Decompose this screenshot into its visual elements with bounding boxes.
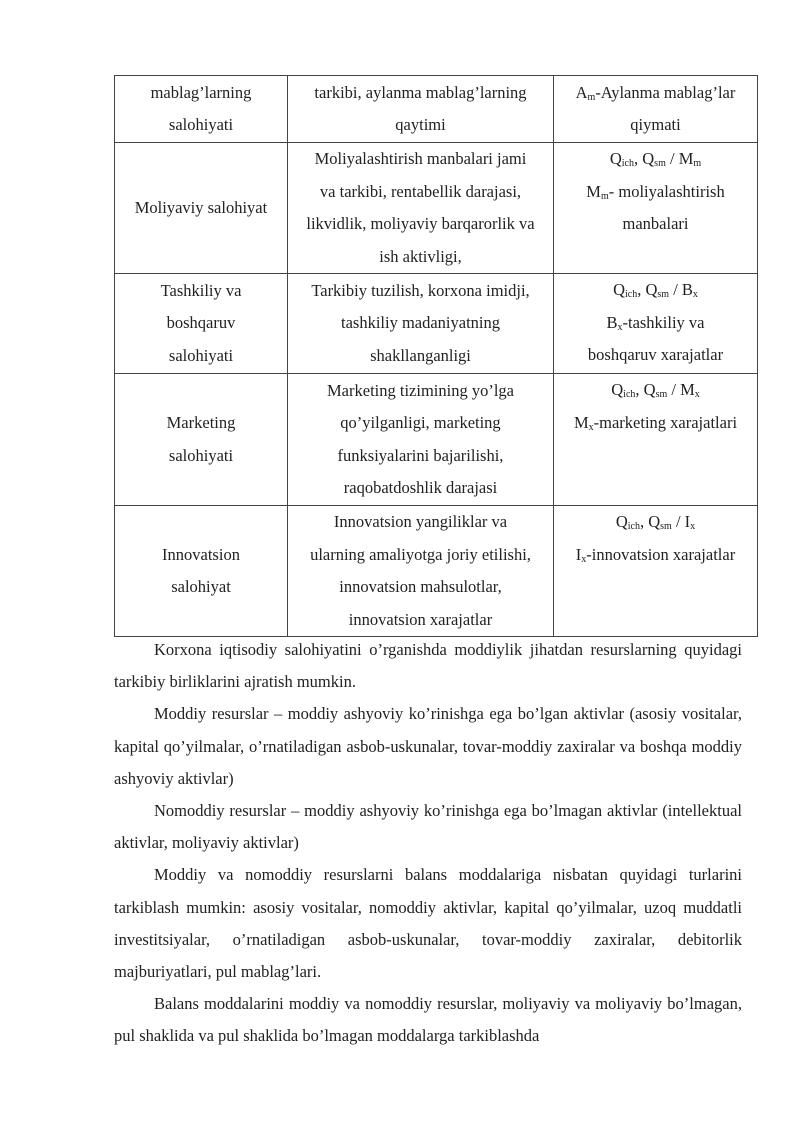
body-text bbox=[114, 634, 742, 1053]
table-row bbox=[115, 274, 758, 374]
table-cell-formula: $Q_{ich}$, $Q_{sm} / M_m$ $M_m-$ moliyalashtirish manbalari bbox=[554, 143, 758, 274]
table-cell-formula: $A_m$-Aylanma mablag’lar qiymati bbox=[554, 76, 758, 143]
paragraph: Moddiy va nomoddiy resurslarni balans moddalariga nisbatan quyidagi turlarini tarkiblash mumkin: asosiy vositalar, nomoddiy aktivlar, kapital qo’yilmalar, uzoq muddatli investitsiyalar, o’rnatiladigan asbob-uskunalar, tovar-moddiy zaxiralar, debitorlik majburiyatlari, pul mablag’lari. bbox=[114, 865, 742, 982]
table-cell-formula: $Q_{ich}$, $Q_{sm} / M_x$ $M_x$-marketing xarajatlari bbox=[554, 374, 758, 506]
paragraph: Nomoddiy resurslar – moddiy ashyoviy ko’rinishga ega bo’lmagan aktivlar (intellektual aktivlar, moliyaviy aktivlar) bbox=[114, 801, 742, 853]
table-row bbox=[115, 374, 758, 506]
table-cell-indicators: tarkibi, aylanma mablag’larning qaytimi bbox=[288, 76, 554, 143]
table-cell-indicators: Moliyalashtirish manbalari jami va tarkibi, rentabellik darajasi, likvidlik, moliyaviy barqarorlik va ish aktivligi, bbox=[288, 143, 554, 274]
table-cell-category: Marketing salohiyati bbox=[115, 374, 288, 506]
table-row bbox=[115, 76, 758, 143]
table-cell-category: Moliyaviy salohiyat bbox=[115, 143, 288, 274]
paragraph: Balans moddalarini moddiy va nomoddiy resurslar, moliyaviy va moliyaviy bo’lmagan, pul shaklida va pul shaklida bo’lmagan moddalarga tarkiblashda bbox=[114, 994, 742, 1046]
table-cell-formula: $Q_{ich}$, $Q_{sm} / B_x$ $B_x$-tashkiliy va boshqaruv xarajatlar bbox=[554, 274, 758, 374]
table-cell-category: mablag’larning salohiyati bbox=[115, 76, 288, 143]
resource-potential-table bbox=[114, 75, 758, 637]
table-cell-indicators: Innovatsion yangiliklar va ularning amaliyotga joriy etilishi, innovatsion mahsulotlar, innovatsion xarajatlar bbox=[288, 506, 554, 637]
table-cell-category: Innovatsion salohiyat bbox=[115, 506, 288, 637]
table-row bbox=[115, 506, 758, 637]
table-cell-category: Tashkiliy va boshqaruv salohiyati bbox=[115, 274, 288, 374]
table-cell-formula: $Q_{ich}$, $Q_{sm} / I_x$ $I_x$-innovatsion xarajatlar bbox=[554, 506, 758, 637]
paragraph: Moddiy resurslar – moddiy ashyoviy ko’rinishga ega bo’lgan aktivlar (asosiy vositalar, kapital qo’yilmalar, o’rnatiladigan asbob-uskunalar, tovar-moddiy zaxiralar va boshqa moddiy ashyoviy aktivlar) bbox=[114, 704, 742, 788]
paragraph: Korxona iqtisodiy salohiyatini o’rganishda moddiylik jihatdan resurslarning quyidagi tarkibiy birliklarini ajratish mumkin. bbox=[114, 640, 742, 692]
table-cell-indicators: Tarkibiy tuzilish, korxona imidji, tashkiliy madaniyatning shakllanganligi bbox=[288, 274, 554, 374]
table-row bbox=[115, 143, 758, 274]
table-cell-indicators: Marketing tizimining yo’lga qo’yilganligi, marketing funksiyalarini bajarilishi, raqobatdoshlik darajasi bbox=[288, 374, 554, 506]
